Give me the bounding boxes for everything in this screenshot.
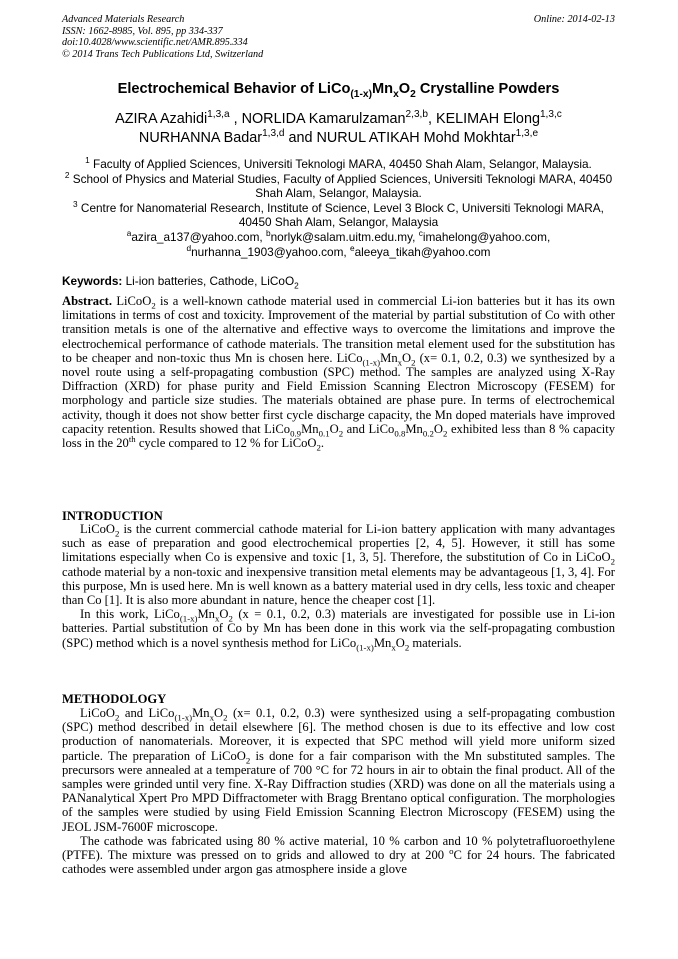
affiliation-2: $^2$ School of Physics and Material Studies, Faculty of Applied Sciences, Universiti Teknologi MARA, 40450 Shah Alam, Selangor, Malaysia. [64,170,613,201]
introduction-body [62,522,615,653]
doi-line: doi:10.4028/www.scientific.net/AMR.895.334 [62,37,248,49]
affiliation-3: $^3$ Centre for Nanomaterial Research, Institute of Science, Level 3 Block C, Universiti Teknologi MARA, 40450 Shah Alam, Selangor, Malaysia [73,199,604,230]
journal-name: Advanced Materials Research [62,14,185,25]
methodology-body [62,706,615,876]
introduction-heading: INTRODUCTION [62,509,163,523]
abstract-label: Abstract. [62,294,113,308]
journal-header [62,14,615,60]
paper-title: Electrochemical Behavior of $LiCo_{(1-x)}Mn_xO_2$ Crystalline Powders [117,81,560,100]
copyright-line: © 2014 Trans Tech Publications Ltd, Switzerland [62,48,264,60]
author-list: AZIRA Azahidi$^{1,3,a}$ , NORLIDA Kamarulzaman$^{2,3,b}$, KELIMAH Elong$^{1,3,c}$ NURHANNA Badar$^{1,3,d}$ and NURUL ATIKAH Mohd Mokhtar$^{1,3,e}$ [115,109,562,146]
author-emails: $^a$azira_a137@yahoo.com, $^b$norlyk@salam.uitm.edu.my, $^c$imahelong@yahoo.com, $^d$nurhanna_1903@yahoo.com, $^e$aleeya_tikah@yahoo.com [126,229,551,259]
methodology-heading: METHODOLOGY [62,692,167,706]
method-paragraph-1: LiCoO$_2$ and $LiCo_{(1-x)}Mn_xO_2$ (x= 0.1, 0.2, 0.3) were synthesized using a self-propagating combustion (SPC) method described in detail elsewhere [6]. The method chosen is due to its effective and low cost production of nanomaterials. Moreover, it is expected that SPC method will yield more uniform sized particle. The preparation of LiCoO$_2$ is done for a fair comparison with the Mn substituted samples. The precursors were annealed at a temperature of 700 °C for 72 hours in air to obtain the final product. All of the samples were grinded until very fine. X-Ray Diffraction studies (XRD) was done on all the materials using a PANanalytical Xpert Pro MPD Diffractometer with Bragg Brentano optical configuration. The morphologies of the samples were studied by using Field Emission Scanning Electron Microscopy (FESEM) using the JEOL JSM-7600F microscope. [62,706,616,834]
intro-paragraph-2: In this work, $LiCo_{(1-x)}Mn_xO_2$ (x = 0.1, 0.2, 0.3) materials are investigated for possible use in Li-ion batteries. Partial substitution of Co by Mn has been done in this work via the self-propagating combustion (SPC) method which is a novel synthesis method for $LiCo_{(1-x)}Mn_xO_2$ materials. [62,607,615,653]
affiliation-1: $^1$ Faculty of Applied Sciences, Universiti Teknologi MARA, 40450 Shah Alam, Selangor, Malaysia. [85,156,592,171]
abstract: Abstract. LiCoO$_2$ is a well-known cathode material used in commercial Li-ion batteries but it has its own limitations in terms of cost and toxicity. Improvement of the material by partial substitution of Co with other transition metals is one of the alternative and effective ways to overcome the limitations and improve the electrochemical performance of cathode materials. The transition metal element used for the substitution has to be cheaper and non-toxic thus Mn is chosen here. $LiCo_{(1-x)}Mn_xO_2$ (x= 0.1, 0.2, 0.3) we synthesized by a novel route using a self-propagating combustion (SPC) method. The samples are analyzed using X-Ray Diffraction (XRD) for phase purity and Field Emission Scanning Electron Microscopy (FESEM) for morphology and particle size studies. The materials obtained are phase pure. In terms of electrochemical activity, though it does not show better first cycle discharge capacity, the Mn doped materials have improved capacity retention. Results showed that $LiCo_{0.9}Mn_{0.1}O_2$ and $LiCo_{0.8}Mn_{0.2}O_2$ exhibited less than 8 % capacity loss in the 20th cycle compared to 12 % for LiCoO$_2$. [62,294,615,453]
affiliations [62,157,615,259]
issn-line: ISSN: 1662-8985, Vol. 895, pp 334-337 [62,25,223,37]
keywords-label: Keywords: [62,274,123,288]
method-paragraph-2: The cathode was fabricated using 80 % active material, 10 % carbon and 10 % polytetrafluoroethylene (PTFE). The mixture was pressed on to grids and allowed to dry at 200 $^o$C for 24 hours. The fabricated cathodes were assembled under argon gas atmosphere inside a glove [62,833,615,877]
intro-paragraph-1: LiCoO$_2$ is the current commercial cathode material for Li-ion battery application with many advantages such as ease of preparation and good electrochemical properties [2, 4, 5]. However, it still has some limitations especially when Co is expensive and toxic [1, 3, 5]. Therefore, the substitution of Co in LiCoO$_2$ cathode material by a non-toxic and inexpensive transition metal elements may be advantageous [1, 3, 4]. For this purpose, Mn is used here. Mn is well known as a battery material used in dry cells, less toxic and cheaper than Co [1]. It is also more abundant in nature, hence the cheaper cost [1]. [62,522,615,608]
keywords: Keywords: Li-ion batteries, Cathode, LiCoO$_2$ [62,274,299,291]
online-date: Online: 2014-02-13 [533,14,615,25]
